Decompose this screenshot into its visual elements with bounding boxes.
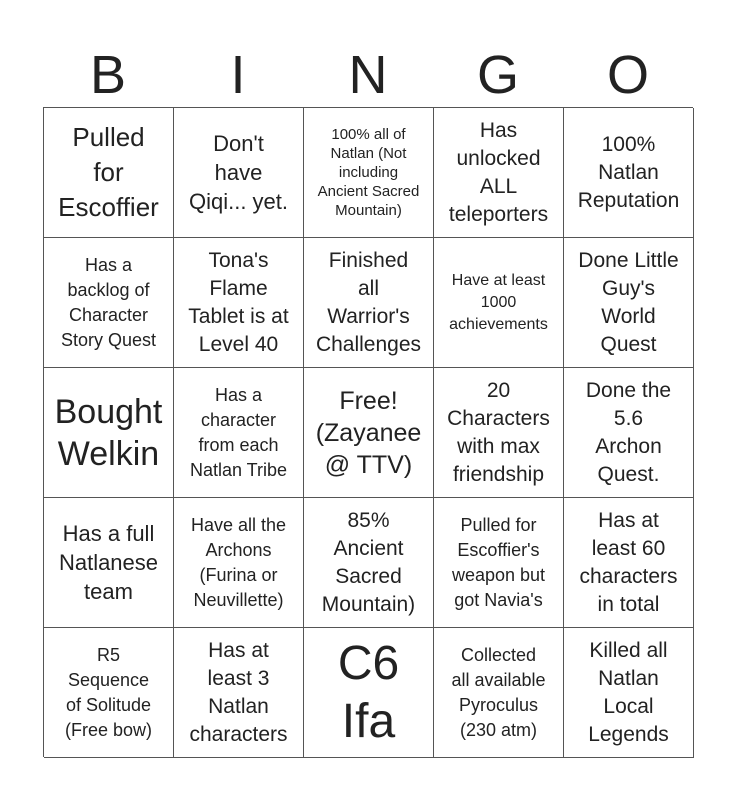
- bingo-cell-r4c5[interactable]: [564, 498, 694, 628]
- cell-text: Free! (Zayanee @ TTV): [315, 386, 422, 479]
- cell-text: Finished all Warrior's Challenges: [315, 248, 422, 356]
- cell-text: 100% all of Natlan (Not including Ancient Sacred Mountain): [317, 126, 420, 219]
- bingo-cell-r3c1[interactable]: [44, 368, 174, 498]
- bingo-board: [43, 107, 693, 757]
- bingo-cell-r4c4[interactable]: [434, 498, 564, 628]
- bingo-cell-r3c4[interactable]: [434, 368, 564, 498]
- cell-text: Done Little Guy's World Quest: [578, 248, 679, 356]
- cell-text: 85% Ancient Sacred Mountain): [321, 508, 416, 616]
- bingo-cell-r5c3[interactable]: [304, 628, 434, 758]
- bingo-cell-r4c1[interactable]: [44, 498, 174, 628]
- cell-text: 20 Characters with max friendship: [447, 378, 550, 486]
- cell-text: Have at least 1000 achievements: [449, 271, 548, 333]
- header-letter-b: B: [89, 45, 127, 105]
- cell-text: Has at least 3 Natlan characters: [189, 638, 288, 746]
- bingo-cell-r5c2[interactable]: [174, 628, 304, 758]
- header-letter-i: I: [230, 45, 246, 105]
- cell-text: Has at least 60 characters in total: [579, 508, 678, 616]
- cell-text: Tona's Flame Tablet is at Level 40: [188, 248, 289, 356]
- bingo-cell-r1c4[interactable]: [434, 108, 564, 238]
- bingo-cell-r2c2[interactable]: [174, 238, 304, 368]
- cell-text: C6 Ifa: [337, 636, 400, 748]
- bingo-cell-r3c3[interactable]: [304, 368, 434, 498]
- cell-text: R5 Sequence of Solitude (Free bow): [64, 644, 153, 740]
- cell-text: Don't have Qiqi... yet.: [188, 131, 289, 214]
- bingo-cell-r2c5[interactable]: [564, 238, 694, 368]
- bingo-cell-r4c3[interactable]: [304, 498, 434, 628]
- bingo-cell-r5c4[interactable]: [434, 628, 564, 758]
- bingo-cell-r1c3[interactable]: [304, 108, 434, 238]
- bingo-cell-r5c5[interactable]: [564, 628, 694, 758]
- cell-text: Has a backlog of Character Story Quest: [60, 254, 157, 350]
- bingo-cell-r1c2[interactable]: [174, 108, 304, 238]
- header-letter-n: N: [348, 45, 388, 105]
- cell-text: Have all the Archons (Furina or Neuvillette): [190, 514, 287, 610]
- bingo-cell-r3c2[interactable]: [174, 368, 304, 498]
- bingo-cell-r3c5[interactable]: [564, 368, 694, 498]
- bingo-cell-r1c5[interactable]: [564, 108, 694, 238]
- cell-text: Pulled for Escoffier's weapon but got Navia's: [451, 514, 546, 610]
- header-letter-g: G: [476, 45, 519, 105]
- bingo-cell-r4c2[interactable]: [174, 498, 304, 628]
- header-letter-o: O: [606, 45, 649, 105]
- bingo-cell-r2c4[interactable]: [434, 238, 564, 368]
- cell-text: 100% Natlan Reputation: [577, 132, 680, 212]
- cell-text: Bought Welkin: [54, 392, 163, 473]
- cell-text: Done the 5.6 Archon Quest.: [585, 378, 672, 486]
- bingo-header: [43, 44, 693, 106]
- bingo-cell-r5c1[interactable]: [44, 628, 174, 758]
- cell-text: Has a character from each Natlan Tribe: [189, 384, 288, 480]
- cell-text: Has unlocked ALL teleporters: [448, 118, 549, 226]
- bingo-cell-r1c1[interactable]: [44, 108, 174, 238]
- cell-text: Has a full Natlanese team: [58, 521, 159, 604]
- cell-text: Killed all Natlan Local Legends: [588, 638, 669, 746]
- bingo-cell-r2c3[interactable]: [304, 238, 434, 368]
- cell-text: Pulled for Escoffier: [58, 122, 159, 222]
- bingo-cell-r2c1[interactable]: [44, 238, 174, 368]
- cell-text: Collected all available Pyroculus (230 atm): [451, 644, 546, 740]
